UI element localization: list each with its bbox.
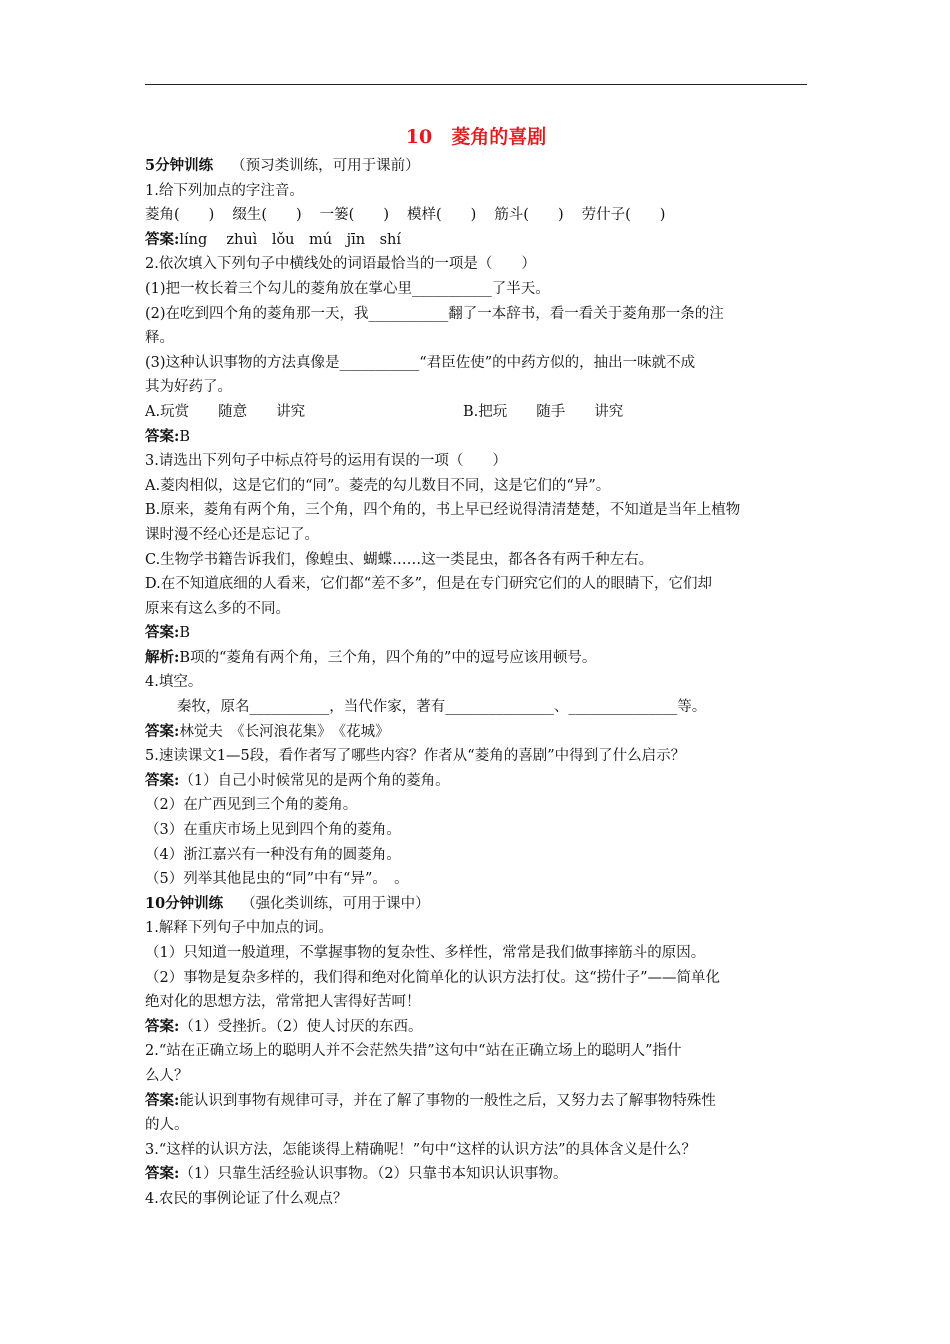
answer-3: 答案:B xyxy=(145,624,191,642)
pinyin-item: 菱角( ) xyxy=(145,207,215,224)
pinyin-item: 一篓( ) xyxy=(319,207,389,224)
answer-5: 答案:（1）自己小时候常见的是两个角的菱角。 xyxy=(145,771,450,789)
answer-2: 答案:B xyxy=(145,427,191,445)
header-rule xyxy=(145,84,807,85)
p-answer-3: 答案:（1）只靠生活经验认识事物。（2）只靠书本知识认识事物。 xyxy=(145,1165,568,1183)
section-heading-10min: 10分钟训练 （强化类训练，可用于课中） xyxy=(145,894,430,912)
q2-line-1: (1)把一枚长着三个勾儿的菱角放在掌心里___________了半天。 xyxy=(145,280,550,297)
p-question-2a: 2.“站在正确立场上的聪明人并不会茫然失措”这句中“站在正确立场上的聪明人”指什 xyxy=(145,1043,682,1060)
lesson-title: 10 菱角的喜剧 xyxy=(405,126,547,148)
answer-5-item: （2）在广西见到三个角的菱角。 xyxy=(145,797,358,814)
section-heading-5min: 5分钟训练 （预习类训练，可用于课前） xyxy=(145,157,420,174)
p-question-2b: 么人？ xyxy=(145,1067,189,1084)
question-2: 2.依次填入下列句子中横线处的词语最恰当的一项是（ ） xyxy=(145,256,536,273)
question-4: 4.填空。 xyxy=(145,674,203,691)
q3-option-a: A.菱肉相似，这是它们的“同”。菱壳的勾儿数目不同，这是它们的“异”。 xyxy=(145,477,611,494)
p-answer-1: 答案:（1）受挫折。（2）使人讨厌的东西。 xyxy=(145,1017,423,1035)
p1-line-2a: （2）事物是复杂多样的，我们得和绝对化简单化的认识方法打仗。这“捞什子”——简单化 xyxy=(145,969,721,986)
question-1: 1.给下列加点的字注音。 xyxy=(145,182,304,199)
q2-options xyxy=(145,400,807,425)
answer-1: 答案:líng zhuì lǒu mú jīn shí xyxy=(145,230,402,248)
question-3: 3.请选出下列句子中标点符号的运用有误的一项（ ） xyxy=(145,453,507,470)
pinyin-items xyxy=(145,203,807,228)
q2-line-3a: (3)这种认识事物的方法真像是___________“君臣佐使”的中药方似的，抽出一味就不成 xyxy=(145,354,696,371)
q3-option-c: C.生物学书籍告诉我们，像蝗虫、蝴蝶……这一类昆虫，都各各有两千种左右。 xyxy=(145,551,654,568)
q3-option-b1: B.原来，菱角有两个角，三个角，四个角的，书上早已经说得清清楚楚，不知道是当年上植物 xyxy=(145,502,741,519)
option-a: A.玩赏 随意 讲究 xyxy=(145,403,306,420)
q2-line-2b: 释。 xyxy=(145,330,174,347)
q2-line-2a: (2)在吃到四个角的菱角那一天，我___________翻了一本辞书，看一看关于菱角那一条的注 xyxy=(145,305,724,322)
worksheet xyxy=(145,120,807,1212)
q2-line-3b: 其为好药了。 xyxy=(145,379,232,396)
p-answer-2: 答案:能认识到事物有规律可寻，并在了解了事物的一般性之后，又努力去了解事物特殊性 xyxy=(145,1091,716,1109)
pinyin-item: 缀生( ) xyxy=(232,207,302,224)
answer-5-item: （4）浙江嘉兴有一种没有角的圆菱角。 xyxy=(145,846,401,863)
p-question-1: 1.解释下列句子中加点的词。 xyxy=(145,920,333,937)
p-question-3: 3.“这样的认识方法，怎能谈得上精确呢！”句中“这样的认识方法”的具体含义是什么？ xyxy=(145,1141,696,1158)
p1-line-2b: 绝对化的思想方法，常常把人害得好苦呵！ xyxy=(145,994,421,1011)
q3-option-d1: D.在不知道底细的人看来，它们都“差不多”，但是在专门研究它们的人的眼睛下，它们却 xyxy=(145,576,713,593)
q3-option-b2: 课时漫不经心还是忘记了。 xyxy=(145,526,319,543)
option-b: B.把玩 随手 讲究 xyxy=(463,403,624,420)
pinyin-item: 劳什子( ) xyxy=(581,207,666,224)
q3-option-d2: 原来有这么多的不同。 xyxy=(145,600,290,617)
p-question-4: 4.农民的事例论证了什么观点？ xyxy=(145,1190,348,1207)
answer-5-item: （5）列举其他昆虫的“同”中有“异”。 。 xyxy=(145,871,409,888)
pinyin-item: 模样( ) xyxy=(406,207,477,224)
explanation-3: 解析:B项的“菱角有两个角，三个角，四个角的”中的逗号应该用顿号。 xyxy=(145,648,597,666)
pinyin-item: 筋斗( ) xyxy=(494,207,564,224)
q4-fill: 秦牧，原名___________，当代作家，著有_______________、_______________等。 xyxy=(177,699,707,716)
p1-line-1: （1）只知道一般道理，不掌握事物的复杂性、多样性，常常是我们做事摔筋斗的原因。 xyxy=(145,945,706,961)
p-answer-2b: 的人。 xyxy=(145,1117,189,1134)
answer-4: 答案:林觉夫 《长河浪花集》 《花城》 xyxy=(145,722,390,740)
question-5: 5.速读课文1—5段，看作者写了哪些内容？作者从“菱角的喜剧”中得到了什么启示？ xyxy=(145,748,686,765)
answer-5-item: （3）在重庆市场上见到四个角的菱角。 xyxy=(145,822,401,839)
